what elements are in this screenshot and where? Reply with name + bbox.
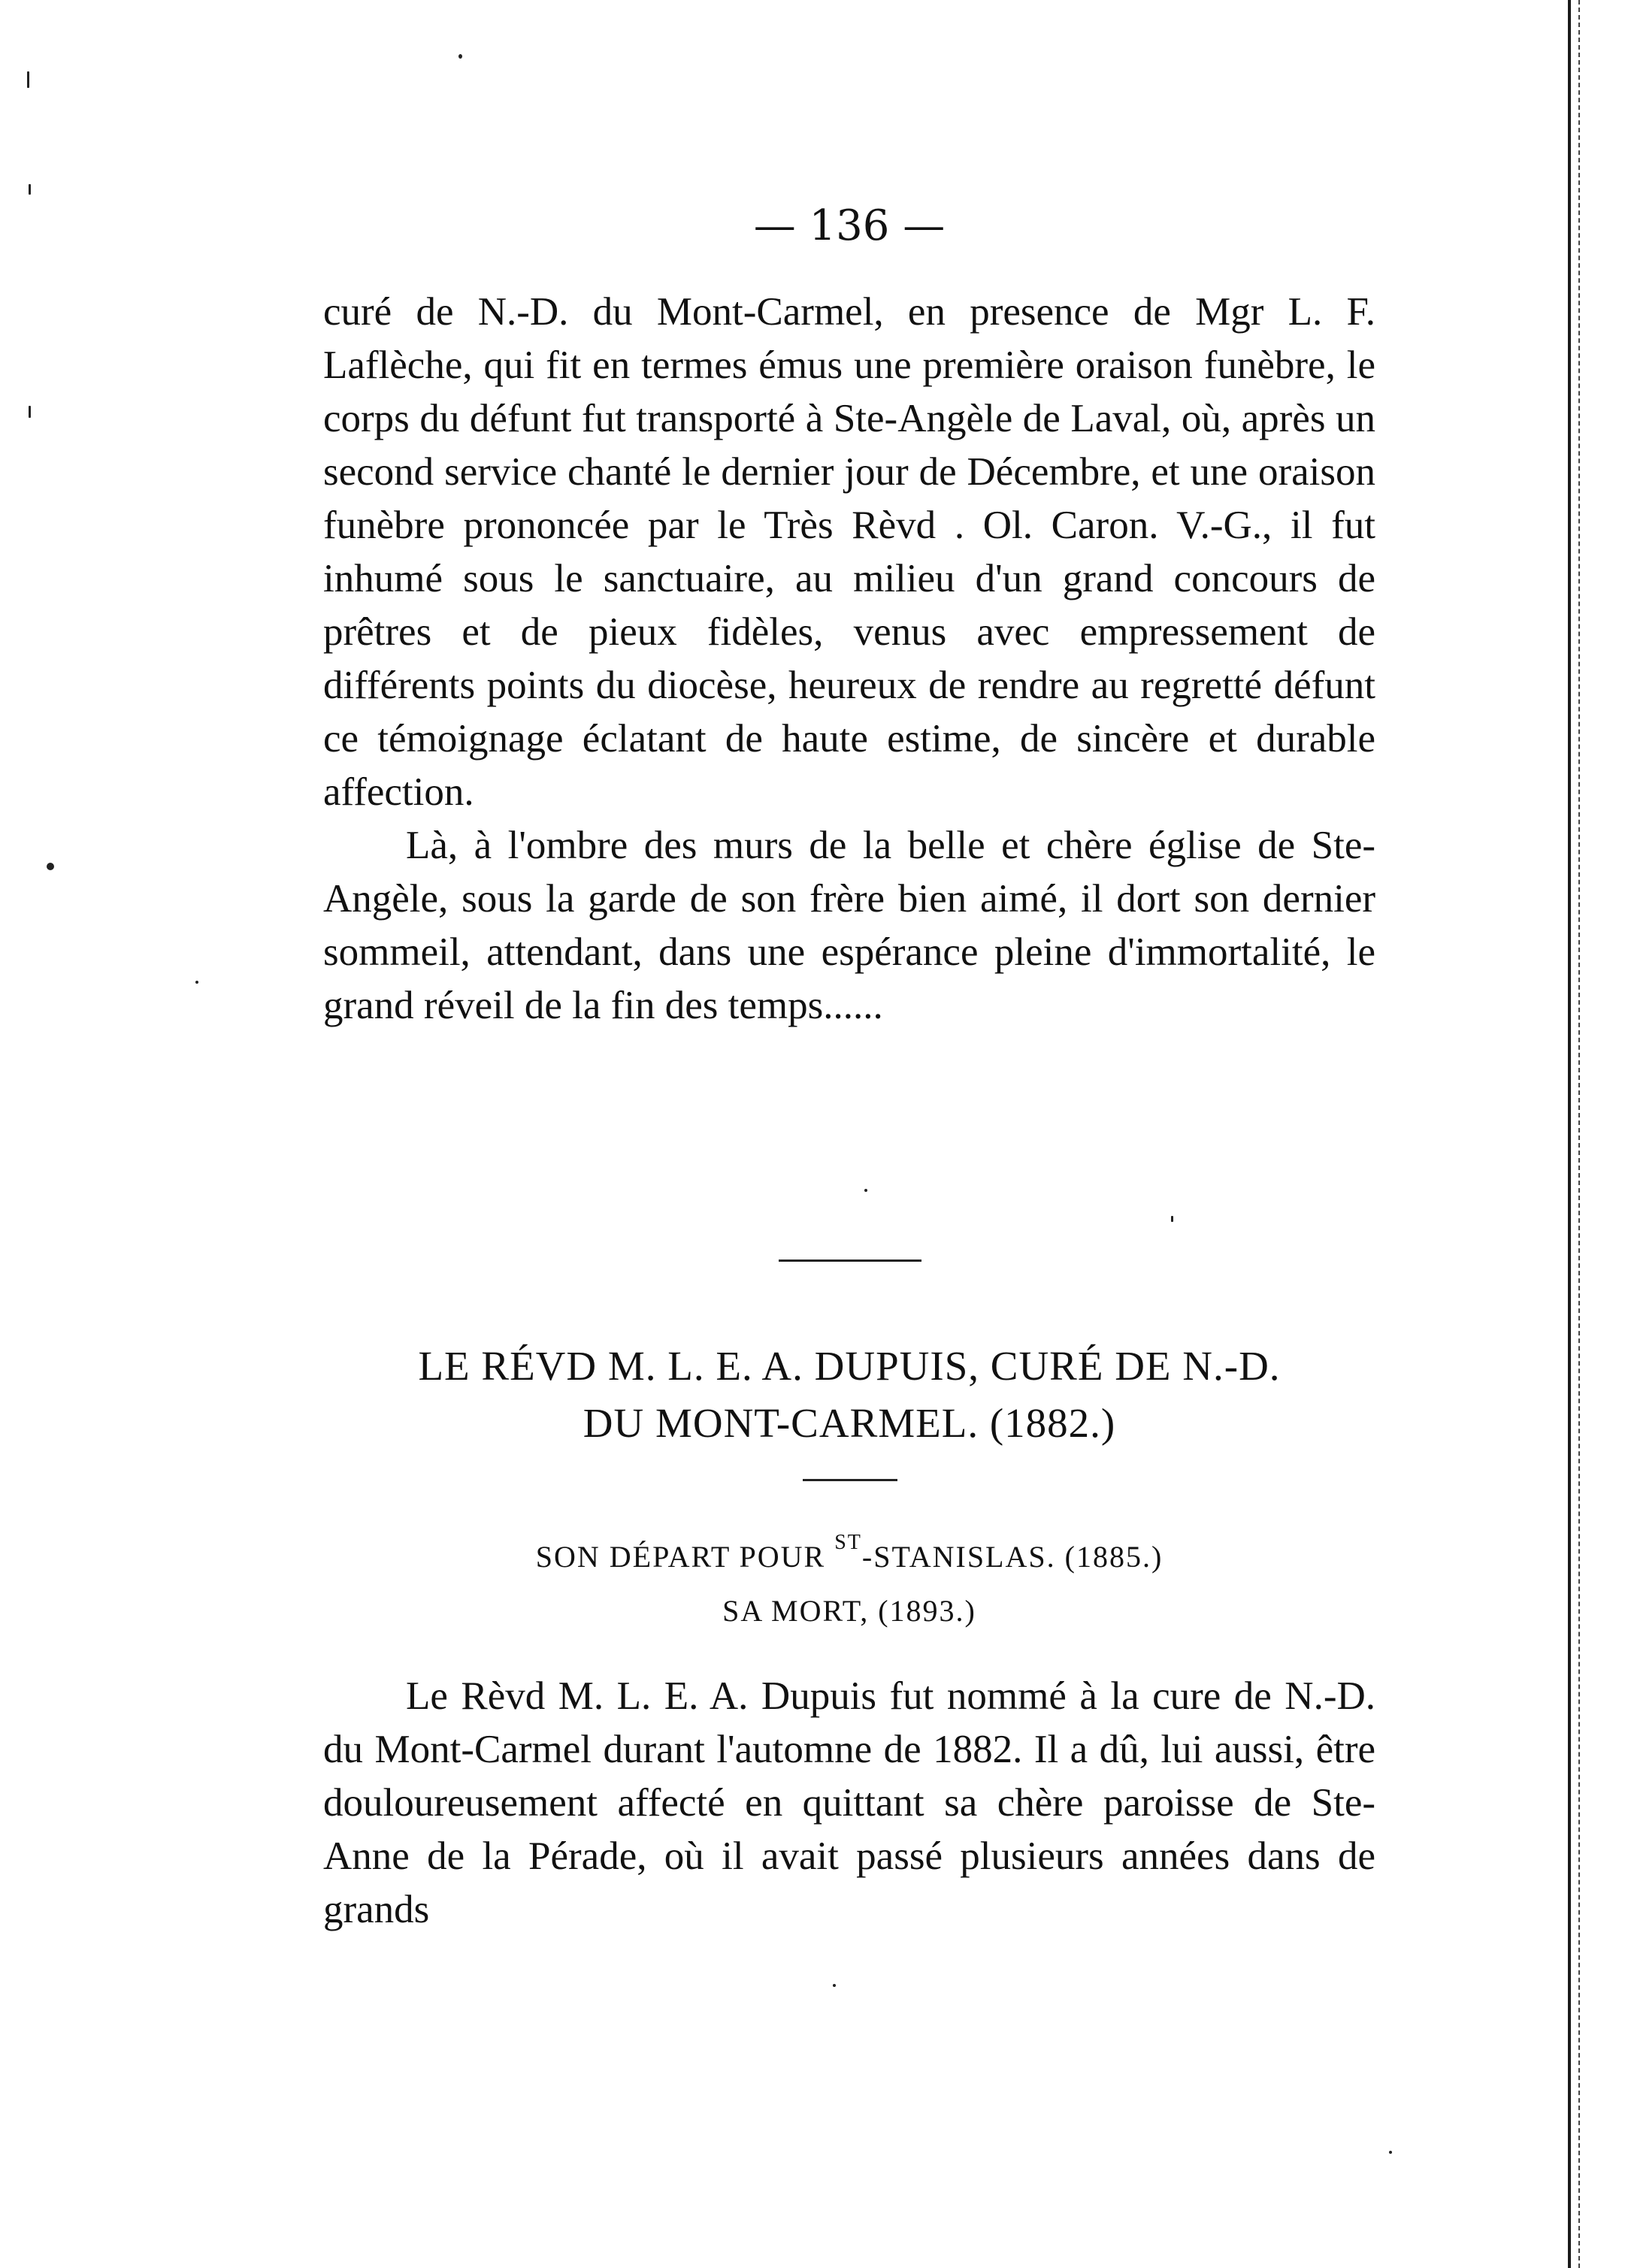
scan-speck: [29, 184, 31, 195]
scan-speck: [47, 863, 54, 870]
section-heading: [323, 1338, 1375, 1452]
scan-speck: [458, 54, 462, 59]
binding-edge: [1568, 0, 1580, 2268]
body-text-bottom: [323, 1670, 1375, 1937]
paragraph-continuation: curé de N.-D. du Mont-Carmel, en presence de Mgr L. F. Laflèche, qui fit en termes émus une première oraison funèbre, le corps du défunt fut transporté à Ste-Angèle de Laval, où, après un second service chanté le dernier jour de Décembre, et une oraison funèbre prononcée par le Très Rèvd . Ol. Caron. V.-G., il fut inhumé sous le sanctuaire, au milieu d'un grand concours de prêtres et de pieux fidèles, venus avec empressement de différents points du diocèse, heureux de rendre au regretté défunt ce témoignage éclatant de haute estime, de sincère et durable affection.: [323, 290, 1375, 814]
subheading-text: SON DÉPART POUR: [535, 1540, 835, 1574]
paragraph: Le Rèvd M. L. E. A. Dupuis fut nommé à la cure de N.-D. du Mont-Carmel durant l'automne de 1882. Il a dû, lui aussi, être douloureusement affecté en quittant sa chère paroisse de Ste-Anne de la Pérade, où il avait passé plusieurs années dans de grands: [323, 1674, 1375, 1931]
subheading-superscript: ST: [834, 1531, 862, 1554]
scan-speck: [1389, 2151, 1392, 2154]
section-divider: [779, 1259, 921, 1262]
heading-divider: [803, 1479, 897, 1481]
scan-speck: [27, 71, 29, 88]
section-subheading: [323, 1530, 1375, 1638]
scan-speck: [833, 1984, 836, 1987]
scan-speck: [29, 406, 31, 418]
scan-speck: [1171, 1216, 1173, 1222]
subheading-text: -STANISLAS. (1885.): [861, 1540, 1164, 1574]
page-number: — 136 —: [753, 201, 946, 250]
body-text-top: [323, 286, 1375, 1033]
subheading-line-departure: [323, 1530, 1375, 1584]
scan-speck: [195, 981, 198, 984]
section-heading-line: LE RÉVD M. L. E. A. DUPUIS, CURÉ DE N.-D.: [418, 1343, 1281, 1389]
paragraph: Là, à l'ombre des murs de la belle et chère église de Ste-Angèle, sous la garde de son frère bien aimé, il dort son dernier sommeil, attendant, dans une espérance pleine d'immortalité, le grand réveil de la fin des temps......: [323, 824, 1375, 1027]
subheading-line-death: SA MORT, (1893.): [722, 1594, 976, 1628]
scan-speck: [864, 1189, 867, 1192]
section-heading-line: DU MONT-CARMEL. (1882.): [583, 1400, 1116, 1446]
